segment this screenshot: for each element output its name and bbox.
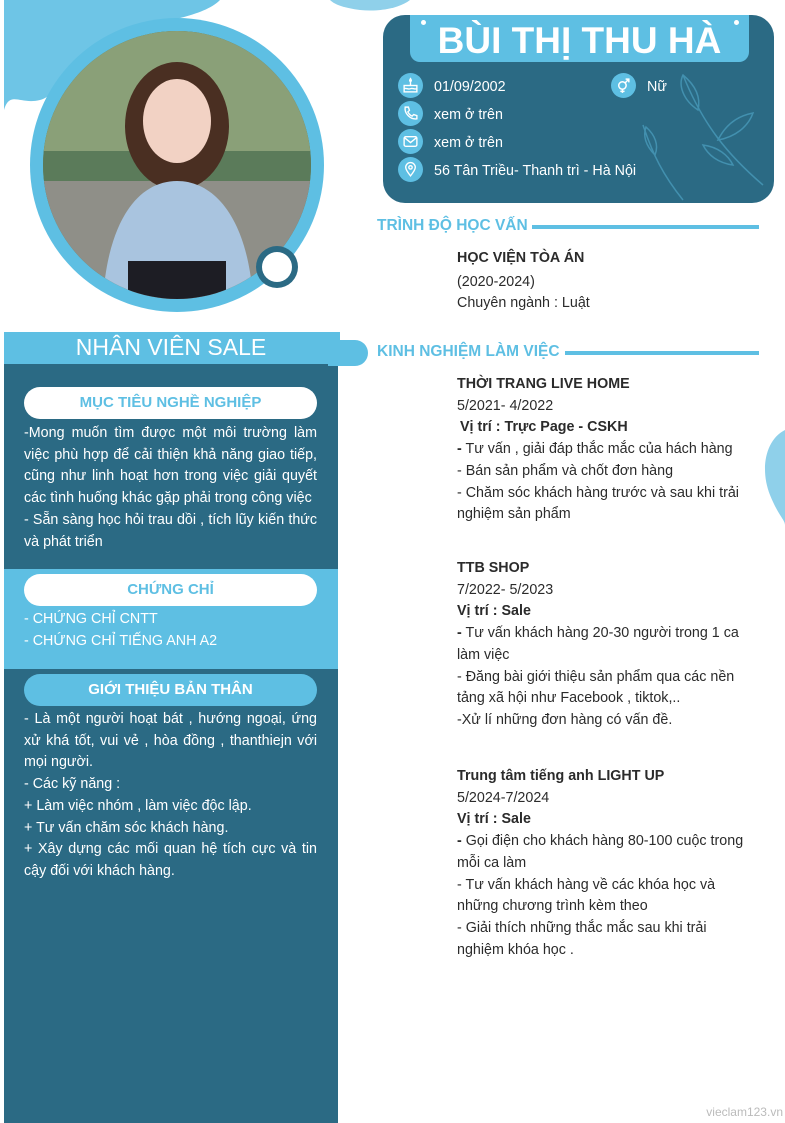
job-position [457,417,757,439]
job-period: 7/2022- 5/2023 [457,581,554,598]
job-duty: - Chăm sóc khách hàng trước và sau khi trải nghiệm sản phẩm [457,484,739,523]
objective-line: -Mong muốn tìm được một môi trường làm việc phù hợp để cải thiện khả năng giao tiếp, cũng như linh hoạt hơn trong việc giải quyết các tình huống khác gặp phải trong công việc [24,425,317,507]
photo-accent-dot-inner [262,252,292,282]
certificate-item: - CHỨNG CHỈ TIẾNG ANH A2 [24,632,218,649]
job-position-value: Sale [501,811,531,828]
about-line: - Là một người hoạt bát , hướng ngoại, ứng xử khá tốt, vui vẻ , hòa đồng , thanthiejn với mọi người. [24,711,317,771]
job-company: TTB SHOP [457,560,530,576]
role-title: NHÂN VIÊN SALE [75,334,267,360]
experience-divider [565,351,759,355]
gender-icon [611,73,636,98]
objective-line: - Sẵn sàng học hỏi trau dồi , tích lũy kiến thức và phát triển [24,511,317,550]
job-duty: -Xử lí những đơn hàng có vấn đề. [457,711,673,728]
full-name: BÙI THỊ THU HÀ [437,20,722,61]
job-period: 5/2021- 4/2022 [457,397,554,414]
education-heading: TRÌNH ĐỘ HỌC VẤN [377,217,528,234]
job-position [457,809,757,831]
gender: Nữ [647,79,667,95]
major: Chuyên ngành : Luật [457,295,590,312]
objective-text [24,423,317,553]
certificates-list [24,609,317,652]
about-line: - Các kỹ năng : [24,776,121,793]
job-position [457,601,757,623]
job-position-value: Sale [501,603,531,620]
job-duty: - Giải thích những thắc mắc sau khi trải nghiệm khóa học . [457,919,707,958]
about-heading: GIỚI THIỆU BẢN THÂN [24,674,317,706]
study-period: (2020-2024) [457,273,535,290]
birthdate: 01/09/2002 [434,79,506,95]
about-line: + Làm việc nhóm , làm việc độc lập. [24,797,252,814]
school-name: HỌC VIỆN TÒA ÁN [457,250,585,266]
job-position-value: Trực Page - CSKH [504,419,628,436]
job-position-label: Vị trí : [457,811,498,828]
phone: xem ở trên [434,107,503,123]
location-icon [398,157,423,182]
education-divider [532,225,759,229]
email: xem ở trên [434,135,503,151]
certificates-heading: CHỨNG CHỈ [24,574,317,606]
job-position-label: Vị trí : [457,603,498,620]
about-text [24,709,317,883]
job-entry [457,766,757,961]
about-line: + Xây dựng các mối quan hệ tích cực và tin cậy đối với khách hàng. [24,841,317,879]
phone-icon [398,101,423,126]
address: 56 Tân Triều- Thanh trì - Hà Nội [434,163,637,179]
education-block [457,248,757,315]
certificate-item: - CHỨNG CHỈ CNTT [24,611,158,627]
job-entry [457,558,757,732]
about-line: + Tư vấn chăm sóc khách hàng. [24,819,229,836]
job-duty: - Đăng bài giới thiệu sản phẩm qua các nền tảng xã hội như Facebook , tiktok,.. [457,668,735,707]
job-period: 5/2024-7/2024 [457,789,550,806]
job-duty: - Tư vấn khách hàng về các khóa học và những chương trình kèm theo [457,876,716,915]
job-position-label: Vị trí : [460,419,501,436]
job-company: THỜI TRANG LIVE HOME [457,376,630,392]
cake-icon [398,73,423,98]
job-duty: - Bán sản phẩm và chốt đơn hàng [457,462,674,479]
objective-heading: MỤC TIÊU NGHỀ NGHIỆP [24,387,317,419]
job-duty: - Tư vấn khách hàng 20-30 người trong 1 ca làm việc [457,625,739,663]
job-company: Trung tâm tiếng anh LIGHT UP [457,768,665,784]
job-duty: - Gọi điện cho khách hàng 80-100 cuộc trong mỗi ca làm [457,833,744,871]
watermark: vieclam123.vn [706,1105,783,1119]
experience-heading: KINH NGHIỆM LÀM VIỆC [377,343,560,360]
job-entry [457,374,757,526]
mail-icon [398,129,423,154]
job-duty: - Tư vấn , giải đáp thắc mắc của hách hàng [457,441,733,458]
